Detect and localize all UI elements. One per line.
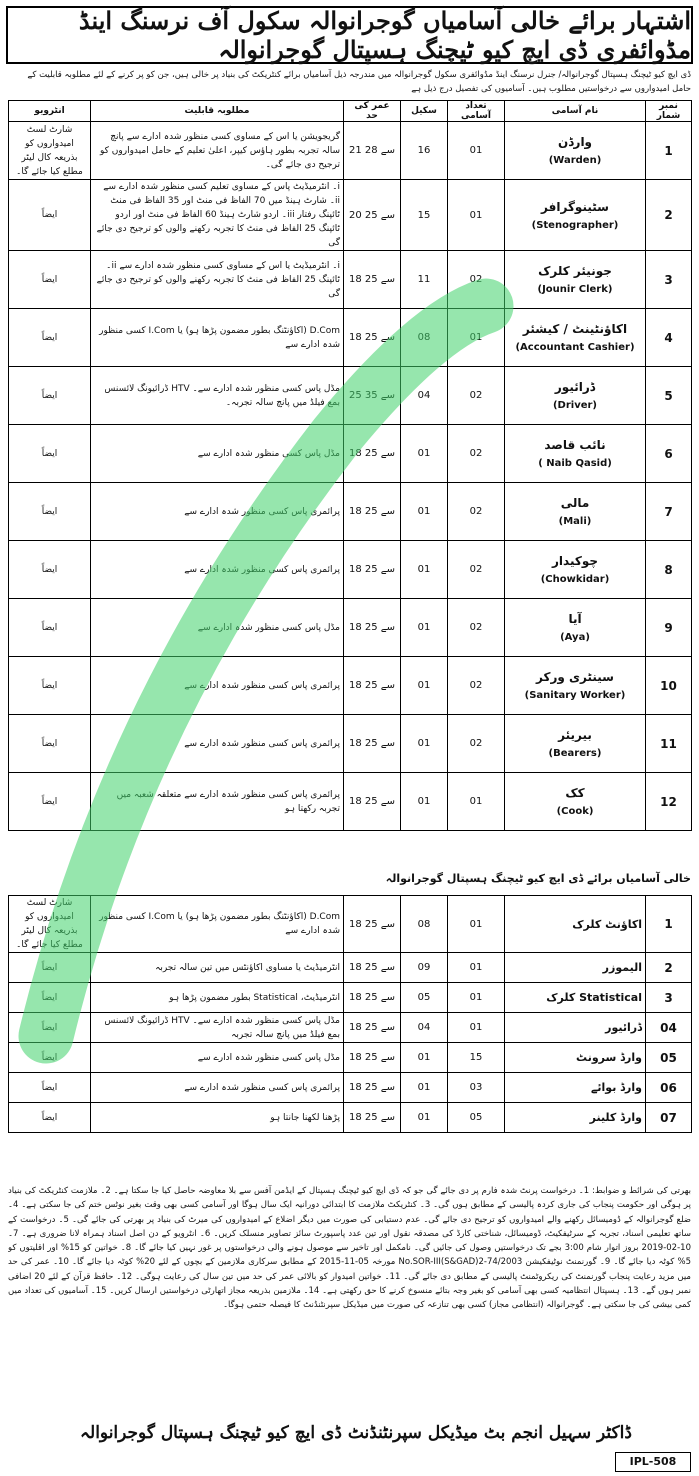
post-cell: Statistical کلرک	[505, 983, 646, 1013]
count-cell: 01	[448, 953, 505, 983]
interview-cell: ایضاً	[9, 251, 91, 309]
scale-cell: 01	[401, 1043, 448, 1073]
sr-cell: 2	[646, 953, 692, 983]
table-row	[9, 122, 692, 180]
age-cell: 18 سے 25	[344, 983, 401, 1013]
qualification-cell: پرائمری پاس کسی منظور شدہ ادارے سے	[91, 541, 344, 599]
count-cell: 15	[448, 1043, 505, 1073]
table-row	[9, 657, 692, 715]
count-cell: 01	[448, 1013, 505, 1043]
table-row	[9, 715, 692, 773]
count-cell: 02	[448, 425, 505, 483]
post-name-urdu: اکاؤنٹینٹ / کیشئر	[522, 322, 628, 336]
age-cell: 21 سے 28	[344, 122, 401, 180]
qualification-cell: پرائمری پاس کسی منظور شدہ ادارے سے	[91, 715, 344, 773]
table-row	[9, 599, 692, 657]
age-cell: 18 سے 25	[344, 1043, 401, 1073]
sr-cell: 8	[646, 541, 692, 599]
table-row	[9, 1013, 692, 1043]
post-name-english: (Sanitary Worker)	[524, 690, 626, 701]
interview-cell: ایضاً	[9, 541, 91, 599]
post-name-english: (Stenographer)	[531, 219, 619, 231]
post-name-urdu: وارڈن	[557, 135, 593, 149]
count-cell: 01	[448, 180, 505, 251]
qualification-cell: پرائمری پاس کسی منظور شدہ ادارے سے متعلقہ شعبہ میں تجربہ رکھتا ہو	[91, 773, 344, 831]
age-cell: 18 سے 25	[344, 657, 401, 715]
post-name-english: ( Naib Qasid)	[538, 458, 612, 469]
sr-cell: 7	[646, 483, 692, 541]
scale-cell: 09	[401, 953, 448, 983]
post-cell	[505, 367, 646, 425]
count-cell: 01	[448, 896, 505, 953]
age-cell: 25 سے 35	[344, 367, 401, 425]
sr-cell: 4	[646, 309, 692, 367]
post-cell: اکاؤنٹ کلرک	[505, 896, 646, 953]
post-name-urdu: سینٹری ورکر	[536, 670, 614, 684]
count-cell: 01	[448, 983, 505, 1013]
post-name-urdu: چوکیدار	[551, 554, 598, 568]
post-name-english: (Accountant Cashier)	[515, 342, 635, 353]
age-cell: 18 سے 25	[344, 251, 401, 309]
scale-cell: 04	[401, 1013, 448, 1043]
scale-cell: 01	[401, 715, 448, 773]
age-cell: 18 سے 25	[344, 483, 401, 541]
post-name-english: (Warden)	[548, 155, 602, 166]
post-name-urdu: سٹینوگرافر	[541, 199, 609, 214]
post-name-urdu: ڈرائیور	[554, 380, 596, 394]
scale-cell: 01	[401, 1073, 448, 1103]
interview-cell: ایضاً	[9, 657, 91, 715]
post-cell	[505, 180, 646, 251]
sr-cell: 3	[646, 251, 692, 309]
table-row	[9, 953, 692, 983]
signature-line: ڈاکٹر سہیل انجم بٹ میڈیکل سپرنٹنڈنٹ ڈی ایچ کیو ٹیچنگ ہسپتال گوجرانوالہ	[80, 1423, 632, 1443]
count-cell: 05	[448, 1103, 505, 1133]
header-count: تعداد آسامی	[448, 101, 505, 122]
table-row	[9, 541, 692, 599]
count-cell: 03	[448, 1073, 505, 1103]
post-cell	[505, 599, 646, 657]
scale-cell: 01	[401, 657, 448, 715]
sr-cell: 9	[646, 599, 692, 657]
vacancies-table-hospital	[8, 895, 692, 1133]
qualification-cell: پڑھنا لکھنا جانتا ہو	[91, 1103, 344, 1133]
scale-cell: 01	[401, 773, 448, 831]
qualification-cell: مڈل پاس کسی منظور شدہ ادارے سے	[91, 599, 344, 657]
table-row	[9, 309, 692, 367]
scale-cell: 16	[401, 122, 448, 180]
post-cell	[505, 122, 646, 180]
qualification-cell: پرائمری پاس کسی منظور شدہ ادارے سے	[91, 657, 344, 715]
count-cell: 01	[448, 773, 505, 831]
qualification-cell: D.Com (اکاؤنٹنگ بطور مضمون پڑھا ہو) یا I.Com کسی منظور شدہ ادارے سے	[91, 309, 344, 367]
age-cell: 18 سے 25	[344, 425, 401, 483]
age-cell: 18 سے 25	[344, 773, 401, 831]
sr-cell: 12	[646, 773, 692, 831]
post-cell	[505, 657, 646, 715]
post-name-english: (Jounir Clerk)	[537, 284, 613, 295]
age-cell: 18 سے 25	[344, 541, 401, 599]
count-cell: 02	[448, 657, 505, 715]
sr-cell: 1	[646, 896, 692, 953]
sr-cell: 6	[646, 425, 692, 483]
scale-cell: 05	[401, 983, 448, 1013]
interview-cell: ایضاً	[9, 367, 91, 425]
table-row	[9, 773, 692, 831]
age-cell: 18 سے 25	[344, 599, 401, 657]
qualification-cell: مڈل پاس کسی منظور شدہ ادارے سے	[91, 425, 344, 483]
count-cell: 02	[448, 367, 505, 425]
age-cell: 18 سے 25	[344, 1013, 401, 1043]
qualification-cell: پرائمری پاس کسی منظور شدہ ادارے سے	[91, 483, 344, 541]
header-scale: سکیل	[401, 101, 448, 122]
advertisement-page	[6, 6, 693, 1470]
age-cell: 20 سے 25	[344, 180, 401, 251]
qualification-cell: گریجویشن یا اس کے مساوی کسی منظور شدہ ادارے سے پانچ سالہ تجربہ بطور ہاؤس کیپر، اعلیٰ تعلیم کے حامل امیدواروں کو ترجیح دی جائے گی۔	[91, 122, 344, 180]
count-cell: 02	[448, 715, 505, 773]
sr-cell: 07	[646, 1103, 692, 1133]
scale-cell: 01	[401, 599, 448, 657]
scale-cell: 01	[401, 541, 448, 599]
post-cell	[505, 251, 646, 309]
qualification-cell: انٹرمیڈیٹ، Statistical بطور مضمون پڑھا ہو	[91, 983, 344, 1013]
post-name-english: (Bearers)	[548, 748, 602, 759]
count-cell: 02	[448, 483, 505, 541]
post-name-urdu: بیریئر	[558, 728, 592, 742]
table-header-row	[9, 101, 692, 122]
ad-title: اشتہار برائے خالی آسامیاں گوجرانوالہ سکول آف نرسنگ اینڈ مڈوائفری ڈی ایچ کیو ٹیچنگ ہسپتال گوجرانوالہ	[6, 6, 693, 64]
age-cell: 18 سے 25	[344, 1103, 401, 1133]
qualification-cell: انٹرمیڈیٹ یا مساوی اکاؤنٹس میں تین سالہ تجربہ	[91, 953, 344, 983]
interview-cell: شارٹ لسٹ امیدواروں کو بذریعہ کال لیٹر مطلع کیا جائے گا۔	[9, 896, 91, 953]
header-sr: نمبر شمار	[646, 101, 692, 122]
sr-cell: 05	[646, 1043, 692, 1073]
post-cell	[505, 773, 646, 831]
post-name-urdu: مالی	[560, 496, 590, 510]
scale-cell: 11	[401, 251, 448, 309]
table-row	[9, 483, 692, 541]
age-cell: 18 سے 25	[344, 953, 401, 983]
scale-cell: 15	[401, 180, 448, 251]
scale-cell: 01	[401, 483, 448, 541]
qualification-cell: i۔ انٹرمیڈیٹ پاس کے مساوی تعلیم کسی منظور شدہ ادارے سے ii۔ شارٹ ہینڈ میں 70 الفاظ فی منٹ اور 35 الفاظ فی منٹ ٹائپنگ رفتار iii۔ اردو شارٹ ہینڈ 60 الفاظ فی منٹ اور اردو ٹائپنگ 25 الفاظ فی منٹ کا تجربہ رکھنے والوں کو ترجیح دی جائے گی	[91, 180, 344, 251]
post-name-english: (Chowkidar)	[540, 574, 610, 585]
post-cell: ڈرائیور	[505, 1013, 646, 1043]
table-row	[9, 983, 692, 1013]
interview-cell: ایضاً	[9, 599, 91, 657]
post-cell	[505, 309, 646, 367]
interview-cell: ایضاً	[9, 1043, 91, 1073]
sr-cell: 06	[646, 1073, 692, 1103]
post-name-english: (Driver)	[552, 400, 598, 411]
post-cell	[505, 425, 646, 483]
qualification-cell: مڈل پاس کسی منظور شدہ ادارے سے۔ HTV ڈرائیونگ لائسنس بمع فیلڈ میں پانچ سالہ تجربہ۔	[91, 367, 344, 425]
age-cell: 18 سے 25	[344, 309, 401, 367]
qualification-cell: i۔ انٹرمیڈیٹ یا اس کے مساوی کسی منظور شدہ ادارے سے ii۔ ٹائپنگ 25 الفاظ فی منٹ کا تجربہ رکھنے والوں کو ترجیح دی جائے گی	[91, 251, 344, 309]
table-row	[9, 896, 692, 953]
interview-cell: ایضاً	[9, 1103, 91, 1133]
section2-title: خالی آسامیاں برائے ڈی ایچ کیو ٹیچنگ ہسپتال گوجرانوالہ	[385, 872, 691, 885]
age-cell: 18 سے 25	[344, 896, 401, 953]
interview-cell: ایضاً	[9, 715, 91, 773]
post-cell	[505, 541, 646, 599]
scale-cell: 01	[401, 1103, 448, 1133]
post-name-english: (Cook)	[556, 806, 594, 817]
header-age: عمر کی حد	[344, 101, 401, 122]
scale-cell: 04	[401, 367, 448, 425]
scale-cell: 01	[401, 425, 448, 483]
post-cell: الیموزر	[505, 953, 646, 983]
interview-cell: ایضاً	[9, 309, 91, 367]
interview-cell: ایضاً	[9, 1013, 91, 1043]
interview-cell: ایضاً	[9, 773, 91, 831]
post-name-english: (Mali)	[558, 516, 592, 527]
interview-cell: ایضاً	[9, 983, 91, 1013]
sr-cell: 04	[646, 1013, 692, 1043]
interview-cell: شارٹ لسٹ امیدواروں کو بذریعہ کال لیٹر مطلع کیا جائے گا۔	[9, 122, 91, 180]
scale-cell: 08	[401, 896, 448, 953]
post-name-urdu: جونیئر کلرک	[538, 264, 612, 278]
interview-cell: ایضاً	[9, 953, 91, 983]
sr-cell: 5	[646, 367, 692, 425]
sr-cell: 10	[646, 657, 692, 715]
post-cell: وارڈ کلینر	[505, 1103, 646, 1133]
ad-intro: ڈی ایچ کیو ٹیچنگ ہسپتال گوجرانوالہ/ جنرل نرسنگ اینڈ مڈوائفری سکول گوجرانوالہ میں مندرجہ ذیل آسامیاں برائے کنٹریکٹ کی بنیاد پر خالی ہیں، جن کو پر کرنے کے لئے مطلوبہ قابلیت کے حامل امیدواروں سے درخواستیں مطلوب ہیں۔ آسامیوں کی تفصیل درج ذیل ہے	[27, 70, 691, 94]
terms-and-conditions: بھرتی کی شرائط و ضوابط: 1۔ درخواست پرنٹ شدہ فارم پر دی جائے گی جو کہ ڈی ایچ کیو ٹیچنگ ہسپتال کے ایڈمن آفس سے بلا معاوضہ حاصل کیا جا سکتا ہے۔ 2۔ ملازمت کنٹریکٹ کی بنیاد پر ہوگی اور حکومت پنجاب کی جاری کردہ پالیسی کے مطابق ہوں گی۔ 3۔ کنٹریکٹ ملازمت کا ابتدائی دورانیہ ایک سال ہوگا اور آسامی کسی بھی وقت بغیر نوٹس ختم کی جا سکتی ہے۔ 4۔ ضلع گوجرانوالہ کے ڈومیسائل رکھنے والے امیدواروں کو ترجیح دی جائے گی۔ عدم دستیابی کی صورت میں دیگر اضلاع کے امیدواروں کی میرٹ کی بنیاد پر بھرتی کی جائے گی۔ 5۔ درخواست کے ساتھ تعلیمی اسناد، تجربہ کے سرٹیفکیٹ، ڈومیسائل، شناختی کارڈ کی مصدقہ نقول اور تین عدد پاسپورٹ سائز تصاویر منسلک کریں۔ 6۔ انٹرویو کے دن اصل اسناد ہمراہ لانا ضروری ہے۔ 7۔ 10-02-2019 بروز اتوار شام 3:00 بجے تک درخواستیں وصول کی جائیں گی۔ نامکمل اور تاخیر سے موصول ہونے والی درخواستوں پر غور نہیں کیا جائے گا۔ 8۔ خواتین کو 15% اور اقلیتوں کو 5% کوٹہ دیا جائے گا۔ 9۔ گورنمنٹ نوٹیفکیشن No.SOR-III(S&GAD)2-74/2003 مورخہ 05-11-2015 کے مطابق سرکاری ملازمین کے بچوں کے لئے 20% کوٹہ دیا جائے گا۔ 10۔ عمر کی حد میں مزید رعایت پنجاب گورنمنٹ کی ریکروٹمنٹ پالیسی کے مطابق دی جائے گی۔ 11۔ خواتین امیدوار کو بالائی عمر کی حد میں تین سال کی رعایت ہوگی۔ 12۔ حافظ قرآن کے لئے 20 اضافی نمبر ہوں گے۔ 13۔ ہسپتال انتظامیہ کسی بھی آسامی کو بغیر وجہ بتائے منسوخ کرنے کا حق رکھتی ہے۔ 14۔ ملازمین بذریعہ مجاز اتھارٹی درخواستیں ارسال کریں۔ 15۔ آسامیوں کی تعداد میں کمی بیشی کی جا سکتی ہے۔ گوجرانوالہ (انتظامی مجاز) کسی بھی تنازعہ کی صورت میں میڈیکل سپرنٹنڈنٹ کا فیصلہ حتمی ہوگا۔	[8, 1186, 691, 1311]
table-row	[9, 251, 692, 309]
table-row	[9, 425, 692, 483]
table-row	[9, 180, 692, 251]
post-cell	[505, 483, 646, 541]
qualification-cell: مڈل پاس کسی منظور شدہ ادارے سے۔ HTV ڈرائیونگ لائسنس بمع فیلڈ میں پانچ سالہ تجربہ	[91, 1013, 344, 1043]
count-cell: 02	[448, 541, 505, 599]
interview-cell: ایضاً	[9, 180, 91, 251]
header-post: نام آسامی	[505, 101, 646, 122]
post-cell: وارڈ سرونٹ	[505, 1043, 646, 1073]
interview-cell: ایضاً	[9, 483, 91, 541]
post-name-urdu: آیا	[568, 612, 582, 626]
sr-cell: 1	[646, 122, 692, 180]
qualification-cell: پرائمری پاس کسی منظور شدہ ادارے سے	[91, 1073, 344, 1103]
age-cell: 18 سے 25	[344, 1073, 401, 1103]
header-interview: انٹرویو	[9, 101, 91, 122]
post-name-english: (Aya)	[560, 632, 590, 643]
ad-code: IPL-508	[615, 1452, 691, 1472]
table-row	[9, 1103, 692, 1133]
header-qualification: مطلوبہ قابلیت	[91, 101, 344, 122]
count-cell: 01	[448, 122, 505, 180]
scale-cell: 08	[401, 309, 448, 367]
vacancies-table-nursing	[8, 100, 692, 831]
qualification-cell: مڈل پاس کسی منظور شدہ ادارے سے	[91, 1043, 344, 1073]
qualification-cell: D.Com (اکاؤنٹنگ بطور مضمون پڑھا ہو) یا I.Com کسی منظور شدہ ادارے سے	[91, 896, 344, 953]
count-cell: 02	[448, 251, 505, 309]
sr-cell: 2	[646, 180, 692, 251]
table-row	[9, 1073, 692, 1103]
count-cell: 02	[448, 599, 505, 657]
post-cell	[505, 715, 646, 773]
sr-cell: 3	[646, 983, 692, 1013]
interview-cell: ایضاً	[9, 425, 91, 483]
post-cell: وارڈ بوائے	[505, 1073, 646, 1103]
table-row	[9, 367, 692, 425]
interview-cell: ایضاً	[9, 1073, 91, 1103]
count-cell: 01	[448, 309, 505, 367]
post-name-urdu: کک	[565, 786, 585, 800]
sr-cell: 11	[646, 715, 692, 773]
age-cell: 18 سے 25	[344, 715, 401, 773]
post-name-urdu: نائب قاصد	[544, 438, 606, 452]
table-row	[9, 1043, 692, 1073]
